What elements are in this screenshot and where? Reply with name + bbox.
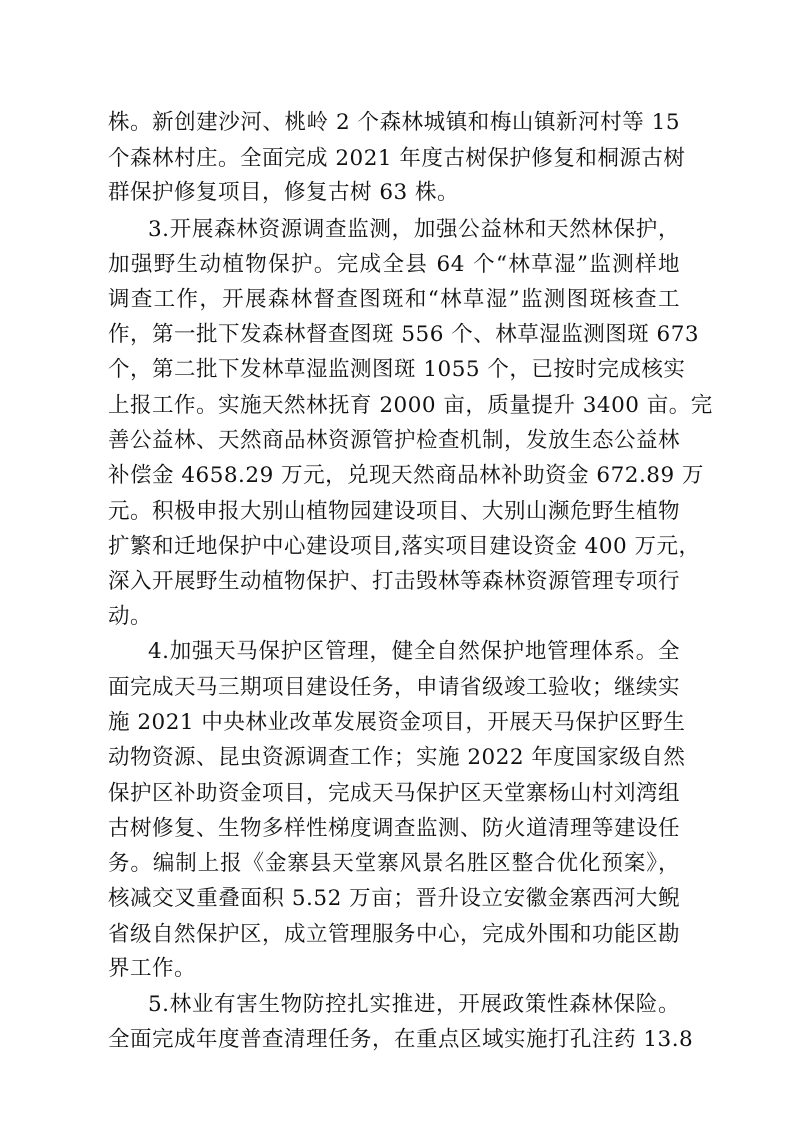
text-line: 界工作。 (108, 956, 197, 981)
text-line: 深入开展野生动植物保护、打击毁林等森林资源管理专项行 (108, 569, 681, 594)
text-line: 施 2021 中央林业改革发展资金项目，开展天马保护区野生 (108, 710, 686, 735)
paragraph-3-start: 3.开展森林资源调查监测，加强公益林和天然林保护， (148, 217, 680, 242)
text-line: 群保护修复项目，修复古树 63 株。 (108, 180, 460, 205)
text-line: 保护区补助资金项目，完成天马保护区天堂寨杨山村刘湾组 (108, 781, 681, 806)
text-line: 务。编制上报《金寨县天堂寨风景名胜区整合优化预案》， (108, 851, 680, 876)
text-line: 个，第二批下发林草湿监测图斑 1055 个，已按时完成核实 (108, 357, 686, 382)
text-line: 善公益林、天然商品林资源管护检查机制，发放生态公益林 (108, 428, 681, 453)
text-line: 核减交叉重叠面积 5.52 万亩；晋升设立安徽金寨西河大鲵 (108, 886, 680, 911)
text-line: 上报工作。实施天然林抚育 2000 亩，质量提升 3400 亩。完 (108, 393, 713, 418)
text-line: 株。新创建沙河、桃岭 2 个森林城镇和梅山镇新河村等 15 (108, 110, 680, 135)
text-line: 动。 (108, 604, 153, 629)
text-line: 元。积极申报大别山植物园建设项目、大别山濒危野生植物 (108, 499, 681, 524)
text-line: 面完成天马三期项目建设任务，申请省级竣工验收；继续实 (108, 675, 681, 700)
text-line: 加强野生动植物保护。完成全县 64 个“林草湿”监测样地 (108, 252, 680, 277)
text-line: 全面完成年度普查清理任务，在重点区域实施打孔注药 13.8 (108, 1027, 694, 1052)
text-line: 省级自然保护区，成立管理服务中心，完成外围和功能区勘 (108, 922, 681, 947)
paragraph-4-start: 4.加强天马保护区管理，健全自然保护地管理体系。全 (148, 639, 680, 664)
text-line: 扩繁和迁地保护中心建设项目,落实项目建设资金 400 万元， (108, 534, 701, 559)
text-line: 调查工作，开展森林督查图斑和“林草湿”监测图斑核查工 (108, 287, 680, 312)
paragraph-5-start: 5.林业有害生物防控扎实推进，开展政策性森林保险。 (148, 992, 680, 1017)
text-line: 个森林村庄。全面完成 2021 年度古树保护修复和桐源古树 (108, 146, 686, 171)
text-line: 古树修复、生物多样性梯度调查监测、防火道清理等建设任 (108, 816, 681, 841)
text-line: 作，第一批下发森林督查图斑 556 个、林草湿监测图斑 673 (108, 322, 700, 347)
text-line: 补偿金 4658.29 万元，兑现天然商品林补助资金 672.89 万 (108, 463, 704, 488)
text-line: 动物资源、昆虫资源调查工作；实施 2022 年度国家级自然 (108, 745, 686, 770)
